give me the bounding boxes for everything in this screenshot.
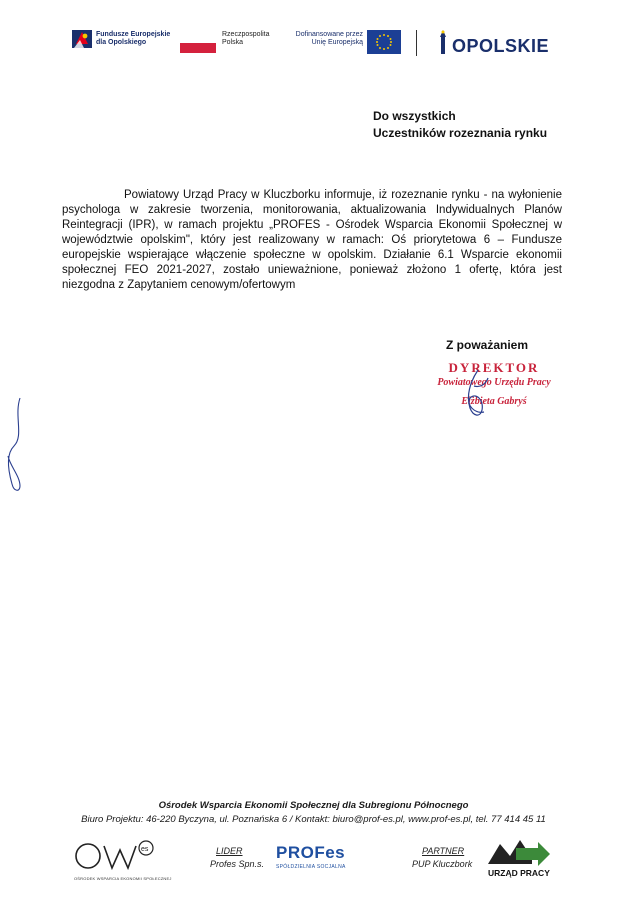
owes-logo-subtitle: OŚRODEK WSPARCIA EKONOMII SPOŁECZNEJ [74,876,172,881]
footer-contact: Biuro Projektu: 46-220 Byczyna, ul. Poznańska 6 / Kontakt: biuro@prof-es.pl, www.prof-es.pl, tel. 77 414 45 11 [81,814,546,825]
profes-logo-text: PROFes [276,843,346,862]
footer-title: Ośrodek Wsparcia Ekonomii Społecznej dla Subregionu Północnego [158,800,469,811]
polish-flag-icon [180,43,216,53]
recipient-block [373,108,547,142]
eu-flag-icon [367,30,401,54]
partner-label: PARTNER [422,846,465,856]
stamp-office: Powiatowego Urzędu Pracy [437,377,551,388]
eu-funding-text: Dofinansowane przez Unię Europejską [295,31,363,46]
urzad-pracy-logo-text: URZĄD PRACY [488,868,550,878]
svg-text:es: es [141,846,149,853]
letter-body-text: Powiatowy Urząd Pracy w Kluczborku informuje, iż rozeznanie rynku - na wyłonienie psychologa w zakresie tworzenia, monitorowania, aktualizowania Indywidualnych Planów Reintegracji (IPR), w ramach projektu „PROFES - Ośrodek Wsparcia Ekonomii Społecznej w województwie opolskim", który jest realizowany w ramach: Oś priorytetowa 6 – Fundusze europejskie wspierające włączenie społeczne w opolskim. Działanie 6.1 Wsparcie ekonomii społecznej FEO 2021-2027, zostało unieważnione, ponieważ złożono 1 ofertę, która jest niezgodna z Zapytaniem cenowym/ofertowym [62,189,562,291]
rzeczpospolita-text: Rzeczpospolita Polska [222,31,270,46]
header-divider [416,30,417,56]
partner-name: PUP Kluczbork [412,859,473,869]
urzad-pracy-logo-icon [486,834,550,868]
opolskie-tower-icon [438,30,448,54]
lider-label: LIDER [216,846,243,856]
margin-handwritten-mark [0,396,30,496]
opolskie-logo-text: OPOLSKIE [452,36,550,56]
stamp-name: Elżbieta Gabryś [461,396,527,407]
handwritten-signature [440,362,510,432]
fundusze-europejskie-text: Fundusze Europejskie dla Opolskiego [96,31,171,46]
profes-logo-subtitle: SPÓŁDZIELNIA SOCJALNA [276,864,346,870]
lider-name: Profes Spn.s. [210,859,265,869]
owes-logo [74,838,166,880]
recipient-line: Uczestników rozeznania rynku [373,126,548,140]
letter-body [62,188,562,293]
recipient-line: Do wszystkich [373,109,456,123]
stamp-title: DYREKTOR [448,360,540,375]
regards-text: Z poważaniem [446,338,529,352]
